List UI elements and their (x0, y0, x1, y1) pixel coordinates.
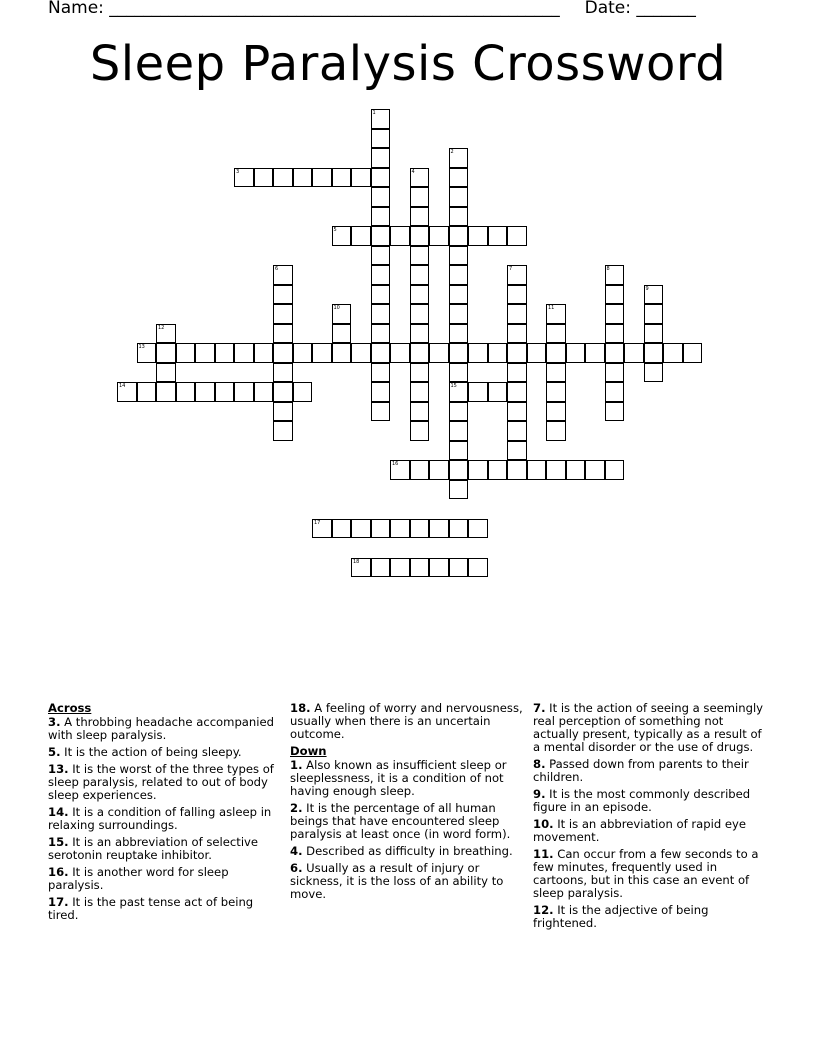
grid-cell[interactable] (449, 402, 469, 422)
clue-number-label: 2 (450, 149, 454, 155)
down-heading: Down (290, 744, 327, 758)
grid-cell[interactable] (351, 226, 371, 246)
grid-cell[interactable] (507, 441, 527, 461)
name-label: Name: (48, 0, 104, 18)
grid-cell[interactable] (273, 421, 293, 441)
across-clue (48, 896, 276, 922)
grid-cell[interactable] (410, 168, 430, 188)
clue-number-label: 15 (450, 383, 457, 389)
grid-cell[interactable] (332, 168, 352, 188)
grid-cell[interactable] (429, 460, 449, 480)
grid-cell[interactable] (371, 382, 391, 402)
grid-cell[interactable] (449, 519, 469, 539)
grid-cell[interactable] (410, 207, 430, 227)
clue-number-label: 13 (138, 344, 145, 350)
across-clue (290, 702, 526, 741)
grid-cell[interactable] (371, 324, 391, 344)
grid-cell[interactable] (410, 324, 430, 344)
grid-cell[interactable] (507, 226, 527, 246)
grid-cell[interactable] (449, 343, 469, 363)
clue-text: It is an abbreviation of selective serotonin reuptake inhibitor. (48, 835, 259, 862)
clue-number: 10. (533, 817, 554, 831)
grid-cell[interactable] (410, 285, 430, 305)
clue-number-label: 9 (645, 285, 649, 292)
grid-cell[interactable] (546, 363, 566, 383)
grid-cell[interactable] (371, 187, 391, 207)
grid-cell[interactable] (410, 363, 430, 383)
grid-cell[interactable] (273, 382, 293, 402)
grid-cell[interactable] (644, 343, 664, 363)
grid-cell[interactable] (546, 460, 566, 480)
grid-cell[interactable] (293, 343, 313, 363)
clue-number-label: 6 (275, 266, 279, 272)
grid-cell[interactable] (585, 343, 605, 363)
clue-number-label: 12 (158, 324, 165, 331)
grid-cell[interactable] (546, 343, 566, 363)
grid-cell[interactable] (449, 324, 469, 344)
grid-cell[interactable] (605, 285, 625, 305)
grid-cell[interactable] (351, 519, 371, 539)
clue-number-label: 8 (606, 266, 610, 272)
grid-cell[interactable] (644, 324, 664, 344)
clue-number: 12. (533, 903, 554, 917)
page-title: Sleep Paralysis Crossword (89, 36, 727, 92)
grid-cell[interactable] (546, 421, 566, 441)
grid-cell[interactable] (644, 363, 664, 383)
clue-number: 15. (48, 835, 69, 849)
grid-cell[interactable] (644, 304, 664, 324)
grid-cell[interactable] (176, 343, 196, 363)
clue-number-label: 18 (353, 558, 360, 565)
clue-text: It is the percentage of all human beings that have encountered sleep paralysis at least once (in word form). (290, 801, 511, 841)
grid-cell[interactable] (507, 363, 527, 383)
clue-number-label: 16 (392, 461, 399, 467)
grid-cell[interactable] (449, 207, 469, 227)
clue-number-label: 1 (372, 110, 376, 116)
grid-cell[interactable] (585, 460, 605, 480)
grid-cell[interactable] (410, 226, 430, 246)
grid-cell[interactable] (468, 558, 488, 578)
across-clue (48, 836, 276, 862)
clue-number-label: 11 (548, 305, 555, 311)
grid-cell[interactable] (488, 382, 508, 402)
grid-cell[interactable] (468, 226, 488, 246)
grid-cell[interactable] (449, 187, 469, 207)
clue-number: 9. (533, 787, 546, 801)
grid-cell[interactable] (429, 519, 449, 539)
grid-cell[interactable] (156, 343, 176, 363)
clue-text: It is a condition of falling asleep in relaxing surroundings. (48, 805, 272, 832)
grid-cell[interactable] (507, 402, 527, 422)
clue-text: It is the adjective of being frightened. (533, 903, 709, 930)
across-heading: Across (48, 701, 92, 715)
grid-cell[interactable] (605, 343, 625, 363)
clue-number: 11. (533, 847, 554, 861)
grid-cell[interactable] (312, 519, 332, 539)
clue-number-label: 7 (509, 266, 513, 272)
clue-text: It is another word for sleep paralysis. (48, 865, 229, 892)
grid-cell[interactable] (468, 460, 488, 480)
grid-cell[interactable] (332, 343, 352, 363)
down-clue (533, 818, 769, 844)
grid-cell[interactable] (156, 324, 176, 344)
name-line[interactable]: _____________________________________________________ (109, 0, 560, 18)
grid-cell[interactable] (410, 519, 430, 539)
grid-cell[interactable] (312, 168, 332, 188)
grid-cell[interactable] (195, 382, 215, 402)
down-clue (533, 788, 769, 814)
grid-cell[interactable] (449, 265, 469, 285)
grid-cell[interactable] (273, 304, 293, 324)
clue-number-label: 10 (333, 305, 340, 311)
grid-cell[interactable] (449, 460, 469, 480)
grid-cell[interactable] (371, 168, 391, 188)
grid-cell[interactable] (156, 382, 176, 402)
clue-number: 13. (48, 762, 69, 776)
grid-cell[interactable] (273, 402, 293, 422)
grid-cell[interactable] (488, 226, 508, 246)
clues-column-3 (533, 702, 769, 934)
clue-number: 8. (533, 757, 546, 771)
grid-cell[interactable] (605, 304, 625, 324)
clue-text: It is the worst of the three types of sleep paralysis, related to out of body sleep experiences. (48, 762, 274, 802)
grid-cell[interactable] (371, 226, 391, 246)
grid-cell[interactable] (390, 558, 410, 578)
grid-cell[interactable] (410, 402, 430, 422)
date-label: Date: (584, 0, 631, 18)
grid-cell[interactable] (449, 558, 469, 578)
grid-cell[interactable] (507, 324, 527, 344)
grid-cell[interactable] (468, 343, 488, 363)
across-clue (48, 716, 276, 742)
clue-number: 4. (290, 844, 303, 858)
grid-cell[interactable] (293, 382, 313, 402)
down-clue (290, 802, 526, 841)
grid-cell[interactable] (410, 558, 430, 578)
clue-number-label: 3 (236, 168, 240, 175)
grid-cell[interactable] (371, 519, 391, 539)
grid-cell[interactable] (332, 519, 352, 539)
clue-text: It is the action of being sleepy. (64, 745, 242, 759)
grid-cell[interactable] (390, 343, 410, 363)
grid-cell[interactable] (546, 382, 566, 402)
grid-cell[interactable] (449, 304, 469, 324)
grid-cell[interactable] (429, 226, 449, 246)
grid-cell[interactable] (507, 382, 527, 402)
grid-cell[interactable] (371, 265, 391, 285)
grid-cell[interactable] (195, 343, 215, 363)
grid-cell[interactable] (488, 343, 508, 363)
down-clue (533, 702, 769, 754)
grid-cell[interactable] (234, 343, 254, 363)
grid-cell[interactable] (468, 382, 488, 402)
grid-cell[interactable] (605, 382, 625, 402)
grid-cell[interactable] (273, 363, 293, 383)
clue-text: A throbbing headache accompanied with sleep paralysis. (48, 715, 274, 742)
grid-cell[interactable] (546, 402, 566, 422)
across-clue (48, 763, 276, 802)
clue-text: Described as difficulty in breathing. (306, 844, 513, 858)
grid-cell[interactable] (507, 421, 527, 441)
across-clue (48, 806, 276, 832)
grid-cell[interactable] (644, 285, 664, 305)
grid-cell[interactable] (449, 168, 469, 188)
grid-cell[interactable] (137, 382, 157, 402)
grid-cell[interactable] (605, 324, 625, 344)
grid-cell[interactable] (410, 265, 430, 285)
grid-cell[interactable] (371, 129, 391, 149)
grid-cell[interactable] (410, 187, 430, 207)
grid-cell[interactable] (449, 246, 469, 266)
grid-cell[interactable] (390, 519, 410, 539)
grid-cell[interactable] (215, 343, 235, 363)
grid-cell[interactable] (468, 519, 488, 539)
grid-cell[interactable] (371, 207, 391, 227)
grid-cell[interactable] (371, 109, 391, 129)
grid-cell[interactable] (390, 460, 410, 480)
grid-cell[interactable] (351, 168, 371, 188)
grid-cell[interactable] (566, 343, 586, 363)
grid-cell[interactable] (215, 382, 235, 402)
grid-cell[interactable] (507, 460, 527, 480)
grid-cell[interactable] (507, 343, 527, 363)
grid-cell[interactable] (156, 363, 176, 383)
grid-cell[interactable] (371, 304, 391, 324)
grid-cell[interactable] (176, 382, 196, 402)
grid-cell[interactable] (390, 226, 410, 246)
grid-cell[interactable] (273, 343, 293, 363)
clue-text: Usually as a result of injury or sickness, it is the loss of an ability to move. (290, 861, 504, 901)
grid-cell[interactable] (624, 343, 644, 363)
clue-number-label: 14 (119, 383, 126, 389)
clue-number: 1. (290, 758, 303, 772)
grid-cell[interactable] (605, 363, 625, 383)
clue-number: 18. (290, 701, 311, 715)
grid-cell[interactable] (449, 421, 469, 441)
clue-text: Passed down from parents to their children. (533, 757, 749, 784)
grid-cell[interactable] (371, 402, 391, 422)
grid-cell[interactable] (371, 363, 391, 383)
down-clue (290, 862, 526, 901)
grid-cell[interactable] (605, 460, 625, 480)
grid-cell[interactable] (254, 168, 274, 188)
clue-text: Also known as insufficient sleep or sleeplessness, it is a condition of not having enough sleep. (290, 758, 507, 798)
grid-cell[interactable] (410, 343, 430, 363)
clue-number-label: 17 (314, 519, 321, 526)
grid-cell[interactable] (254, 382, 274, 402)
across-clue (48, 866, 276, 892)
grid-cell[interactable] (234, 168, 254, 188)
grid-cell[interactable] (683, 343, 703, 363)
grid-cell[interactable] (410, 246, 430, 266)
grid-cell[interactable] (273, 265, 293, 285)
grid-cell[interactable] (410, 421, 430, 441)
clue-text: A feeling of worry and nervousness, usually when there is an uncertain outcome. (290, 701, 523, 741)
clue-text: It is the action of seeing a seemingly real perception of something not actually present, typically as a result of a mental disorder or the use of drugs. (533, 701, 764, 754)
grid-cell[interactable] (371, 343, 391, 363)
grid-cell[interactable] (351, 343, 371, 363)
clue-text: Can occur from a few seconds to a few minutes, frequently used in cartoons, but in this case an event of sleep paralysis. (533, 847, 759, 900)
grid-cell[interactable] (449, 148, 469, 168)
grid-cell[interactable] (410, 382, 430, 402)
grid-cell[interactable] (293, 168, 313, 188)
down-clue (533, 758, 769, 784)
grid-cell[interactable] (488, 460, 508, 480)
grid-cell[interactable] (449, 226, 469, 246)
grid-cell[interactable] (312, 343, 332, 363)
clue-number: 7. (533, 701, 546, 715)
clue-number: 6. (290, 861, 303, 875)
clue-number: 16. (48, 865, 69, 879)
grid-cell[interactable] (371, 285, 391, 305)
grid-cell[interactable] (605, 402, 625, 422)
grid-cell[interactable] (234, 382, 254, 402)
clue-text: It is the most commonly described figure in an episode. (533, 787, 751, 814)
clues-column-1 (48, 702, 276, 926)
grid-cell[interactable] (117, 382, 137, 402)
grid-cell[interactable] (410, 460, 430, 480)
clue-number: 5. (48, 745, 61, 759)
grid-cell[interactable] (566, 460, 586, 480)
grid-cell[interactable] (507, 265, 527, 285)
grid-cell[interactable] (332, 226, 352, 246)
grid-cell[interactable] (449, 285, 469, 305)
grid-cell[interactable] (273, 285, 293, 305)
grid-cell[interactable] (546, 304, 566, 324)
grid-cell[interactable] (332, 324, 352, 344)
clue-text: It is an abbreviation of rapid eye movement. (533, 817, 747, 844)
clue-text: It is the past tense act of being tired. (48, 895, 254, 922)
grid-cell[interactable] (429, 558, 449, 578)
clue-number: 17. (48, 895, 69, 909)
grid-cell[interactable] (371, 148, 391, 168)
down-clue (533, 848, 769, 900)
grid-cell[interactable] (546, 324, 566, 344)
clue-number: 14. (48, 805, 69, 819)
grid-cell[interactable] (137, 343, 157, 363)
down-clue (290, 845, 526, 858)
across-clue (48, 746, 276, 759)
grid-cell[interactable] (273, 324, 293, 344)
grid-cell[interactable] (507, 285, 527, 305)
grid-cell[interactable] (429, 343, 449, 363)
clue-number-label: 5 (333, 227, 337, 233)
grid-cell[interactable] (449, 363, 469, 383)
down-clue (533, 904, 769, 930)
grid-cell[interactable] (351, 558, 371, 578)
grid-cell[interactable] (527, 460, 547, 480)
grid-cell[interactable] (449, 441, 469, 461)
grid-cell[interactable] (449, 382, 469, 402)
clue-number: 2. (290, 801, 303, 815)
grid-cell[interactable] (527, 343, 547, 363)
down-clue (290, 759, 526, 798)
grid-cell[interactable] (332, 304, 352, 324)
grid-cell[interactable] (507, 304, 527, 324)
grid-cell[interactable] (254, 343, 274, 363)
grid-cell[interactable] (663, 343, 683, 363)
clue-number-label: 4 (411, 168, 415, 175)
clue-number: 3. (48, 715, 61, 729)
date-line[interactable]: _______ (636, 0, 696, 18)
grid-cell[interactable] (371, 246, 391, 266)
grid-cell[interactable] (273, 168, 293, 188)
grid-cell[interactable] (449, 480, 469, 500)
grid-cell[interactable] (371, 558, 391, 578)
grid-cell[interactable] (410, 304, 430, 324)
clues-column-2 (290, 702, 526, 905)
grid-cell[interactable] (605, 265, 625, 285)
